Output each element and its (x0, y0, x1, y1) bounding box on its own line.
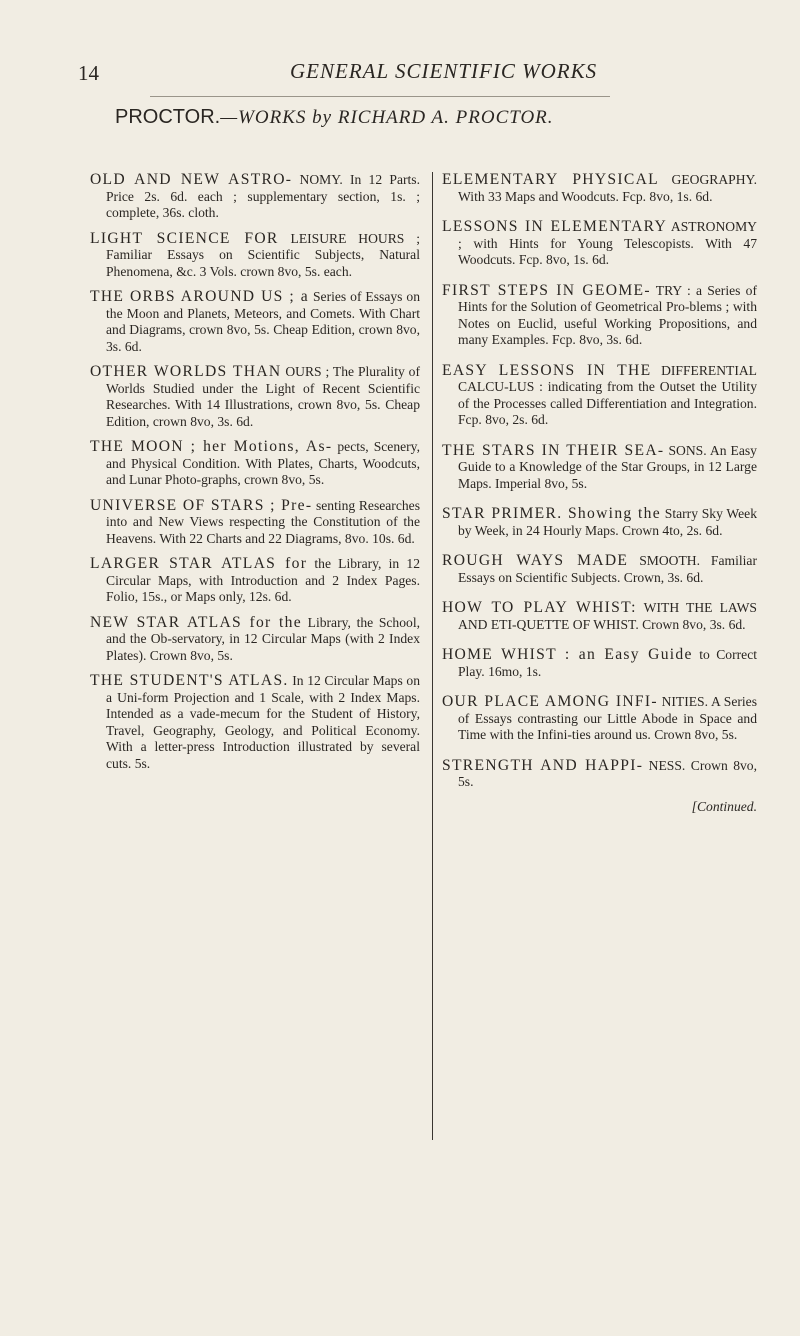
book-entry (442, 219, 757, 269)
running-head: GENERAL SCIENTIFIC WORKS (290, 59, 598, 83)
entry-heading: THE STARS IN THEIR SEA- (442, 441, 665, 459)
right-column (442, 172, 757, 815)
entry-description: Series of Essays on the Moon and Planets, Meteors, and Comets. With Chart and Diagrams, crown 8vo, 5s. Cheap Edition, crown 8vo, 3s. 6d. (106, 289, 420, 354)
book-entry (442, 506, 757, 539)
entry-description: senting Researches into and New Views respecting the Constitution of the Heavens. With 22 Charts and 22 Diagrams, 8vo. 10s. 6d. (106, 497, 420, 546)
entry-heading: HOME WHIST : an Easy Guide (442, 646, 693, 663)
entry-heading: LESSONS IN ELEMENTARY (442, 218, 668, 235)
entry-heading: NEW STAR ATLAS for the (90, 613, 302, 631)
column-divider (432, 172, 433, 1140)
book-entry (442, 647, 757, 680)
section-subtitle: —WORKS by RICHARD A. PROCTOR. (220, 107, 554, 128)
book-entry (90, 498, 420, 548)
book-entry (90, 231, 420, 281)
entry-heading: EASY LESSONS IN THE (442, 361, 652, 379)
entry-heading: STRENGTH AND HAPPI- (442, 756, 644, 774)
entry-description: NESS. Crown 8vo, 5s. (458, 757, 758, 789)
entry-heading: THE STUDENT'S ATLAS. (90, 672, 289, 689)
book-entry (90, 556, 420, 606)
entry-description: NITIES. A Series of Essays contrasting our Little Abode in Space and Time with the Infini-ties around us. Crown 8vo, 5s. (458, 694, 757, 742)
left-column (90, 172, 420, 781)
book-entry (90, 364, 420, 430)
continued-note: [Continued. (691, 798, 757, 814)
entry-description: OURS ; The Plurality of Worlds Studied under the Light of Recent Scientific Researches. With 14 Illustrations, crown 8vo, 5s. Cheap Edition, crown 8vo, 3s. 6d. (106, 364, 420, 429)
book-entry (442, 758, 757, 791)
book-entry (442, 553, 757, 586)
book-entry (442, 694, 757, 744)
section-title (115, 106, 554, 129)
entry-heading: UNIVERSE OF STARS ; Pre- (90, 496, 313, 514)
book-entry (442, 600, 757, 633)
entry-description: Library, the School, and the Ob-servatory, in 12 Circular Maps (with 2 Index Plates). Crown 8vo, 5s. (106, 614, 421, 663)
entry-heading: FIRST STEPS IN GEOME- (442, 281, 651, 299)
entry-heading: THE ORBS AROUND US ; a (90, 288, 309, 305)
entry-description: the Library, in 12 Circular Maps, with Introduction and 2 Index Pages. Folio, 15s., or Maps only, 12s. 6d. (106, 556, 420, 604)
book-entry (442, 443, 757, 493)
book-entry (90, 439, 420, 489)
entry-description: DIFFERENTIAL CALCU-LUS : indicating from the Outset the Utility of the Processes called Differentiation and Integration. Fcp. 8vo, 2s. 6d. (458, 362, 757, 427)
entry-heading: STAR PRIMER. Showing the (442, 505, 662, 522)
book-entry (90, 673, 420, 772)
entry-description: SMOOTH. Familiar Essays on Scientific Subjects. Crown, 3s. 6d. (458, 553, 757, 585)
entry-description: SONS. An Easy Guide to a Knowledge of the Star Groups, in 12 Large Maps. Imperial 8vo, 5s. (458, 442, 757, 491)
entry-description: pects, Scenery, and Physical Condition. With Plates, Charts, Woodcuts, and Lunar Photo-graphs, crown 8vo, 5s. (106, 439, 420, 487)
entry-description: TRY : a Series of Hints for the Solution of Geometrical Pro-blems ; with Notes on Euclid, useful Working Propositions, and many Examples. Fcp. 8vo, 3s. 6d. (458, 282, 757, 347)
entry-description: to Correct Play. 16mo, 1s. (458, 647, 758, 679)
book-entry (442, 283, 757, 349)
page-number: 14 (78, 61, 99, 85)
entry-heading: THE MOON ; her Motions, As- (90, 438, 333, 455)
entry-description: LEISURE HOURS ; Familiar Essays on Scientific Subjects, Natural Phenomena, &c. 3 Vols. crown 8vo, 5s. each. (106, 230, 420, 279)
entry-heading: OTHER WORLDS THAN (90, 363, 282, 380)
entry-heading: ROUGH WAYS MADE (442, 552, 629, 569)
entry-description: GEOGRAPHY. With 33 Maps and Woodcuts. Fcp. 8vo, 1s. 6d. (458, 172, 757, 204)
entry-description: ASTRONOMY ; with Hints for Young Telescopists. With 47 Woodcuts. Fcp. 8vo, 1s. 6d. (458, 219, 757, 267)
entry-heading: ELEMENTARY PHYSICAL (442, 171, 659, 188)
page-header (0, 55, 800, 95)
header-rule (150, 96, 610, 97)
entry-description: WITH THE LAWS AND ETI-QUETTE OF WHIST. Crown 8vo, 3s. 6d. (458, 600, 757, 632)
book-entry (90, 172, 420, 222)
entry-description: In 12 Circular Maps on a Uni-form Projection and 1 Scale, with 2 Index Maps. Intended as a vade-mecum for the Student of History, Travel, Geography, Geology, and Political Economy. With a letter-press Introduction illustrated by several cuts. 5s. (106, 673, 420, 771)
entry-description: Starry Sky Week by Week, in 24 Hourly Maps. Crown 4to, 2s. 6d. (458, 506, 757, 538)
author-name: PROCTOR. (115, 106, 221, 128)
book-entry (442, 172, 757, 205)
book-entry (90, 289, 420, 355)
entry-heading: OUR PLACE AMONG INFI- (442, 693, 658, 710)
entry-heading: LIGHT SCIENCE FOR (90, 229, 279, 247)
entry-heading: HOW TO PLAY WHIST: (442, 599, 637, 616)
entry-heading: OLD AND NEW ASTRO- (90, 171, 293, 188)
book-entry (442, 363, 757, 429)
entry-description: NOMY. In 12 Parts. Price 2s. 6d. each ; supplementary section, 1s. ; complete, 36s. cloth. (106, 172, 420, 220)
book-entry (90, 615, 420, 665)
entry-heading: LARGER STAR ATLAS for (90, 555, 308, 572)
